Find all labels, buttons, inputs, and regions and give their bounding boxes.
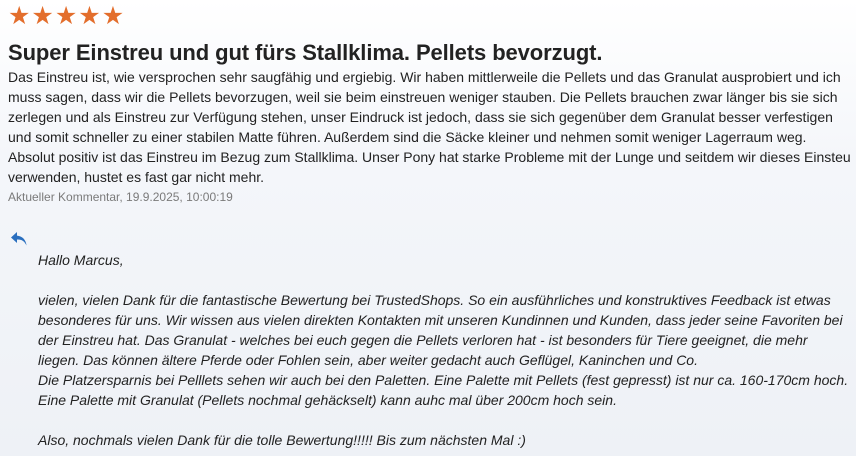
star-icon: ★ xyxy=(101,1,125,30)
reply-paragraph-2: Die Platzersparnis bei Pelllets sehen wir auch bei den Paletten. Eine Palette mit Pellets (fest gepresst) ist nur ca. 160-170cm hoch. Eine Palette mit Granulat (Pellets nochmal gehäckselt) kann auhc mal über 200cm hoch sein. xyxy=(38,372,849,408)
review-meta: Aktueller Kommentar, 19.9.2025, 10:00:19 xyxy=(8,190,233,204)
star-icon: ★ xyxy=(8,1,31,30)
reply-greeting: Hallo Marcus, xyxy=(38,252,124,268)
merchant-reply xyxy=(38,250,850,450)
reply-closing: Also, nochmals vielen Dank für die tolle Bewertung!!!!! Bis zum nächsten Mal :) xyxy=(38,432,526,448)
star-icon: ★ xyxy=(54,1,78,30)
star-icon: ★ xyxy=(31,1,54,30)
review-title: Super Einstreu und gut fürs Stallklima. Pellets bevorzugt. xyxy=(8,40,603,65)
review-card xyxy=(8,2,852,207)
star-rating xyxy=(8,2,852,30)
reply-paragraph-1: vielen, vielen Dank für die fantastische Bewertung bei TrustedShops. So ein ausführliches und konstruktives Feedback ist etwas besonderes für uns. Wir wissen aus vielen direkten Kontakten mit unseren Kundinnen und Kunden, dass jeder seine Favoriten bei der Einstreu hat. Das Granulat - welches bei euch gegen die Pellets verloren hat - ist besonders für Tiere geeignet, die mehr liegen. Das können ältere Pferde oder Fohlen sein, aber weiter gedacht auch Geflügel, Kaninchen und Co. xyxy=(38,292,843,368)
reply-arrow-icon[interactable] xyxy=(10,231,28,247)
review-text: Das Einstreu ist, wie versprochen sehr saugfähig und ergiebig. Wir haben mittlerweile die Pellets und das Granulat ausprobiert und ich muss sagen, dass wir die Pellets bevorzugen, weil sie beim einstreuen weniger stauben. Die Pellets brauchen zwar länger bis sie sich zerlegen und als Einstreu zur Verfügung stehen, unser Eindruck ist jedoch, dass sie sich gegenüber dem Granulat besser verfestigen und somit schneller zu einer stabilen Matte führen. Außerdem sind die Säcke kleiner und nehmen somit weniger Lagerraum weg. Absolut positiv ist das Einstreu im Bezug zum Stallklima. Unser Pony hat starke Probleme mit der Lunge und seitdem wir dieses Einsteu verwenden, hustet es fast gar nicht mehr. xyxy=(8,69,851,185)
star-icon: ★ xyxy=(78,1,101,30)
